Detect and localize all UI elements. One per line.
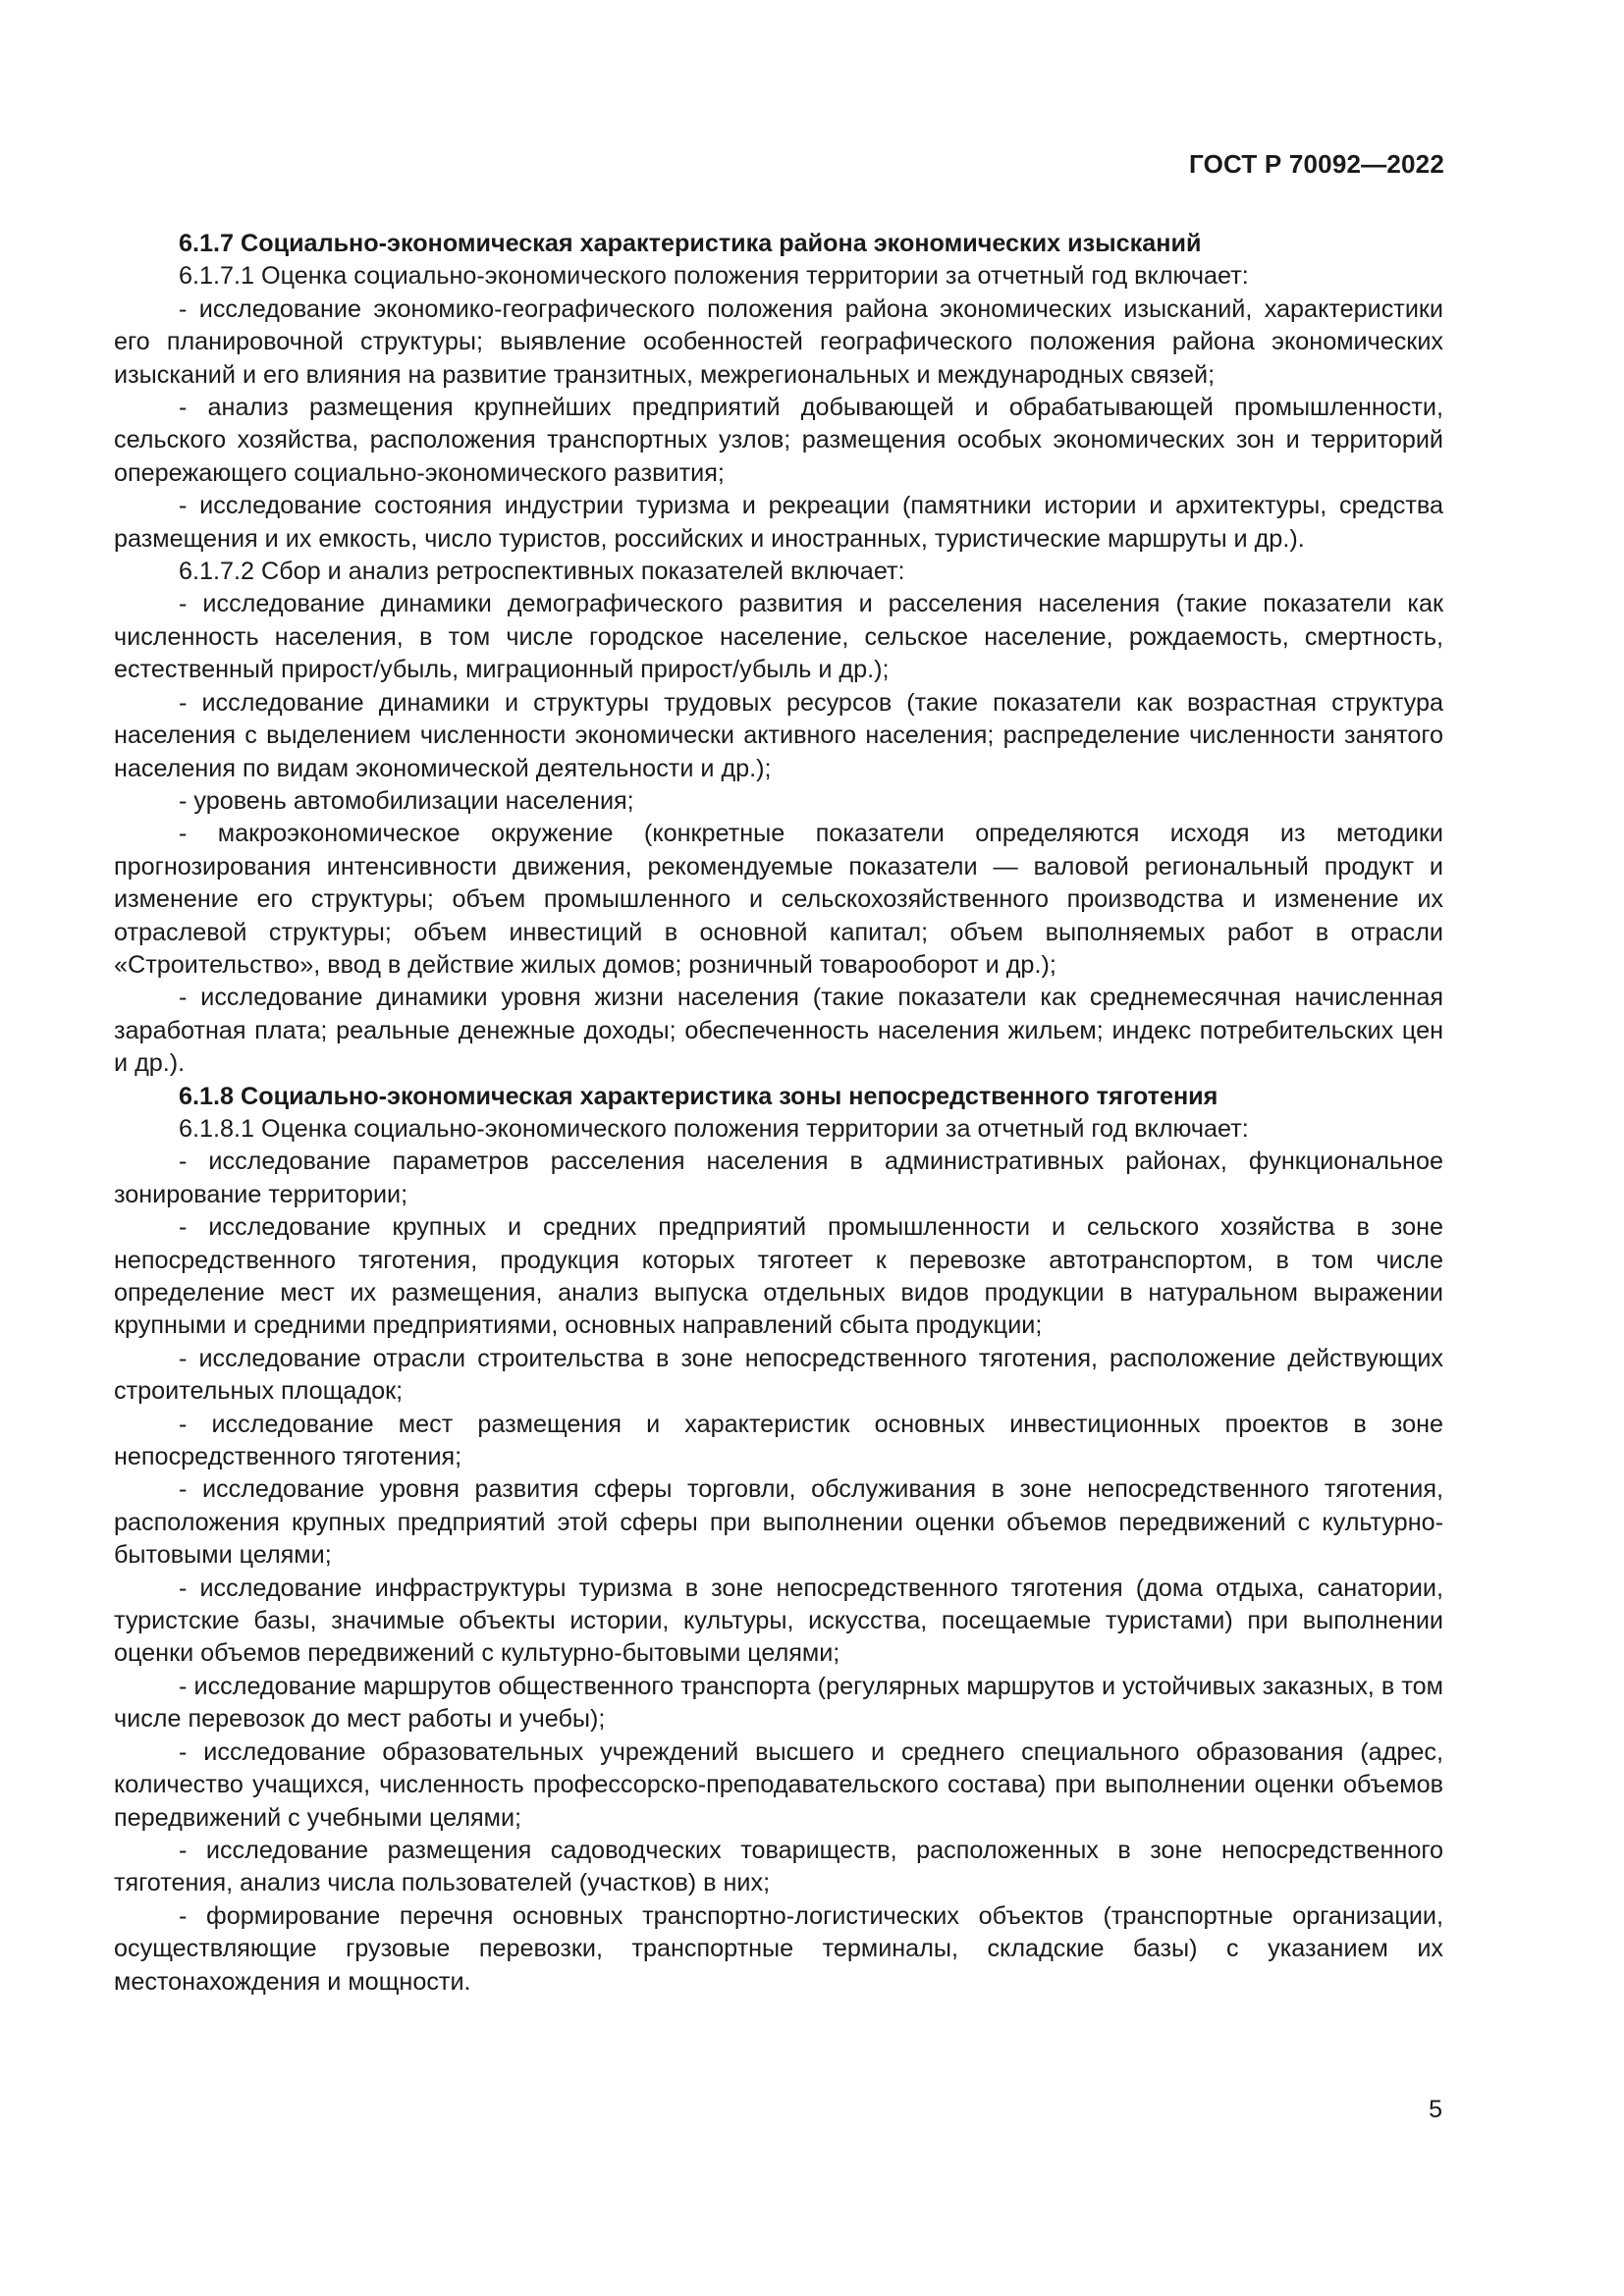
page-number: 5 bbox=[1429, 2096, 1442, 2123]
paragraph: - уровень автомобилизации населения; bbox=[179, 786, 634, 815]
paragraph: - исследование параметров расселения населения в административных районах, функциональное зонирование территории; bbox=[114, 1148, 1443, 1208]
paragraph: - исследование состояния индустрии туризма и рекреации (памятники истории и архитектуры, средства размещения и их емкость, число туристов, российских и иностранных, туристические маршруты и др.). bbox=[114, 492, 1443, 553]
paragraph: - исследование уровня развития сферы торговли, обслуживания в зоне непосредственного тяготения, расположения крупных предприятий этой сферы при выполнении оценки объемов передвижений с культурно-бытовыми целями; bbox=[114, 1475, 1443, 1570]
section-heading: 6.1.8 Социально-экономическая характеристика зоны непосредственного тяготения bbox=[179, 1082, 1218, 1110]
paragraph: - исследование динамики уровня жизни населения (такие показатели как среднемесячная начисленная заработная плата; реальные денежные доходы; обеспеченность населения жильем; индекс потребительских цен и др.). bbox=[114, 984, 1443, 1078]
paragraph: - исследование экономико-географического положения района экономических изысканий, характеристики его планировочной структуры; выявление особенностей географического положения района экономических изысканий и его влияния на развитие транзитных, межрегиональных и международных связей; bbox=[114, 294, 1443, 389]
paragraph: - исследование образовательных учреждений высшего и среднего специального образования (адрес, количество учащихся, численность профессорско-преподавательского состава) при выполнении оценки объемов передвижений с учебными целями; bbox=[114, 1737, 1443, 1832]
paragraph: - исследование динамики и структуры трудовых ресурсов (такие показатели как возрастная структура населения с выделением численности экономически активного населения; распределение численности занятого населения по видам экономической деятельности и др.); bbox=[114, 688, 1443, 782]
paragraph: - исследование крупных и средних предприятий промышленности и сельского хозяйства в зоне непосредственного тяготения, продукция которых тяготеет к перевозке автотранспортом, в том числе определение мест их размещения, анализ выпуска отдельных видов продукции в натуральном выражении крупными и средними предприятиями, основных направлений сбыта продукции; bbox=[114, 1213, 1443, 1340]
paragraph: 6.1.8.1 Оценка социально-экономического положения территории за отчетный год включает: bbox=[179, 1114, 1249, 1143]
paragraph: - исследование мест размещения и характеристик основных инвестиционных проектов в зоне непосредственного тяготения; bbox=[114, 1410, 1443, 1471]
paragraph: - исследование инфраструктуры туризма в зоне непосредственного тяготения (дома отдыха, санатории, туристские базы, значимые объекты истории, культуры, искусства, посещаемые туристами) при выполнении оценки объемов передвижений с культурно-бытовыми целями; bbox=[114, 1574, 1443, 1668]
document-code: ГОСТ Р 70092—2022 bbox=[1189, 149, 1444, 179]
paragraph: 6.1.7.1 Оценка социально-экономического положения территории за отчетный год включает: bbox=[179, 262, 1249, 291]
section-heading: 6.1.7 Социально-экономическая характеристика района экономических изысканий bbox=[179, 230, 1202, 257]
document-body bbox=[114, 228, 1443, 1999]
paragraph: - анализ размещения крупнейших предприятий добывающей и обрабатывающей промышленности, сельского хозяйства, расположения транспортных узлов; размещения особых экономических зон и территорий опережающего социально-экономического развития; bbox=[114, 394, 1443, 487]
paragraph: 6.1.7.2 Сбор и анализ ретроспективных показателей включает: bbox=[179, 558, 905, 586]
paragraph: - исследование отрасли строительства в зоне непосредственного тяготения, расположение действующих строительных площадок; bbox=[114, 1344, 1443, 1406]
paragraph: - исследование размещения садоводческих товариществ, расположенных в зоне непосредственного тяготения, анализ числа пользователей (участков) в них; bbox=[114, 1836, 1443, 1897]
paragraph: - формирование перечня основных транспортно-логистических объектов (транспортные организации, осуществляющие грузовые перевозки, транспортные терминалы, складские базы) с указанием их местонахождения и мощности. bbox=[114, 1901, 1443, 1996]
paragraph: - исследование маршрутов общественного транспорта (регулярных маршрутов и устойчивых заказных, в том числе перевозок до мест работы и учебы); bbox=[114, 1672, 1443, 1734]
paragraph: - исследование динамики демографического развития и расселения населения (такие показатели как численность населения, в том числе городское население, сельское население, рождаемость, смертность, естественный прирост/убыль, миграционный прирост/убыль и др.); bbox=[114, 590, 1443, 684]
paragraph: - макроэкономическое окружение (конкретные показатели определяются исходя из методики прогнозирования интенсивности движения, рекомендуемые показатели — валовой региональный продукт и изменение его структуры; объем промышленного и сельскохозяйственного производства и изменение их отраслевой структуры; объем инвестиций в основной капитал; объем выполняемых работ в отрасли «Строительство», ввод в действие жилых домов; розничный товарооборот и др.); bbox=[114, 820, 1443, 979]
